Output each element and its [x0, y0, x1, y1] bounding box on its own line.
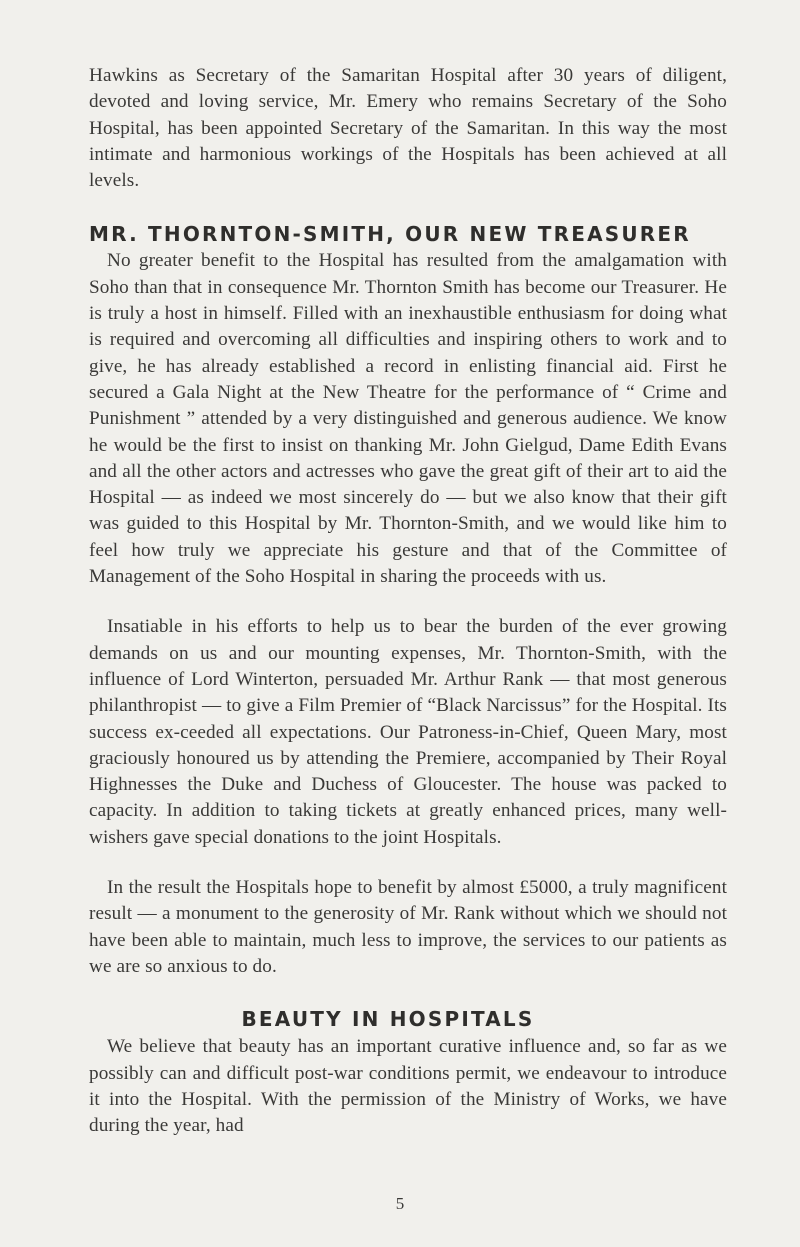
section-heading-beauty: BEAUTY IN HOSPITALS — [241, 1007, 535, 1032]
paragraph-gap — [89, 590, 727, 614]
paragraph-gap — [89, 851, 727, 875]
paragraph-treasurer-2: Insatiable in his efforts to help us to bear the burden of the ever growing demands on us and our mounting expenses, Mr. Thornton-Smith, with the influence of Lord Winterton, persuaded Mr. Arthur Rank — that most generous philanthropist — to give a Film Premier of “Black Narcissus” for the Hospital. Its success ex-ceeded all expectations. Our Patroness-in-Chief, Queen Mary, most graciously honoured us by attending the Premiere, accompanied by Their Royal Highnesses the Duke and Duchess of Gloucester. The house was packed to capacity. In addition to taking tickets at greatly enhanced prices, many well-wishers gave special donations to the joint Hospitals. — [89, 616, 727, 848]
paragraph-beauty: We believe that beauty has an important curative influence and, so far as we possibly can and difficult post-war conditions permit, we endeavour to introduce it into the Hospital. With the permission of the Ministry of Works, we have during the year, had — [89, 1036, 727, 1137]
body-text-column — [89, 63, 727, 1139]
paragraph-intro: Hawkins as Secretary of the Samaritan Hospital after 30 years of diligent, devoted and loving service, Mr. Emery who remains Secretary of the Soho Hospital, has been appointed Secretary of the Samaritan. In this way the most intimate and harmonious workings of the Hospitals has been achieved at all levels. — [89, 65, 727, 192]
paragraph-treasurer-1: No greater benefit to the Hospital has resulted from the amalgamation with Soho than that in consequence Mr. Thornton Smith has become our Treasurer. He is truly a host in himself. Filled with an inexhaustible enthusiasm for doing what is required and overcoming all difficulties and inspiring others to work and to give, he has already established a record in enlisting financial aid. First he secured a Gala Night at the New Theatre for the performance of “ Crime and Punishment ” attended by a very distinguished and generous audience. We know he would be the first to insist on thanking Mr. John Gielgud, Dame Edith Evans and all the other actors and actresses who gave the great gift of their art to aid the Hospital — as indeed we most sincerely do — but we also know that their gift was guided to this Hospital by Mr. Thornton-Smith, and we would like him to feel how truly we appreciate his gesture and that of the Committee of Management of the Soho Hospital in sharing the proceeds with us. — [89, 250, 727, 588]
page-number: 5 — [395, 1194, 405, 1213]
paragraph-treasurer-3: In the result the Hospitals hope to benefit by almost £5000, a truly magnificent result — a monument to the generosity of Mr. Rank without which we should not have been able to maintain, much less to improve, the services to our patients as we are so anxious to do. — [89, 877, 727, 977]
section-heading-treasurer: MR. THORNTON-SMITH, OUR NEW TREASURER — [89, 222, 691, 247]
